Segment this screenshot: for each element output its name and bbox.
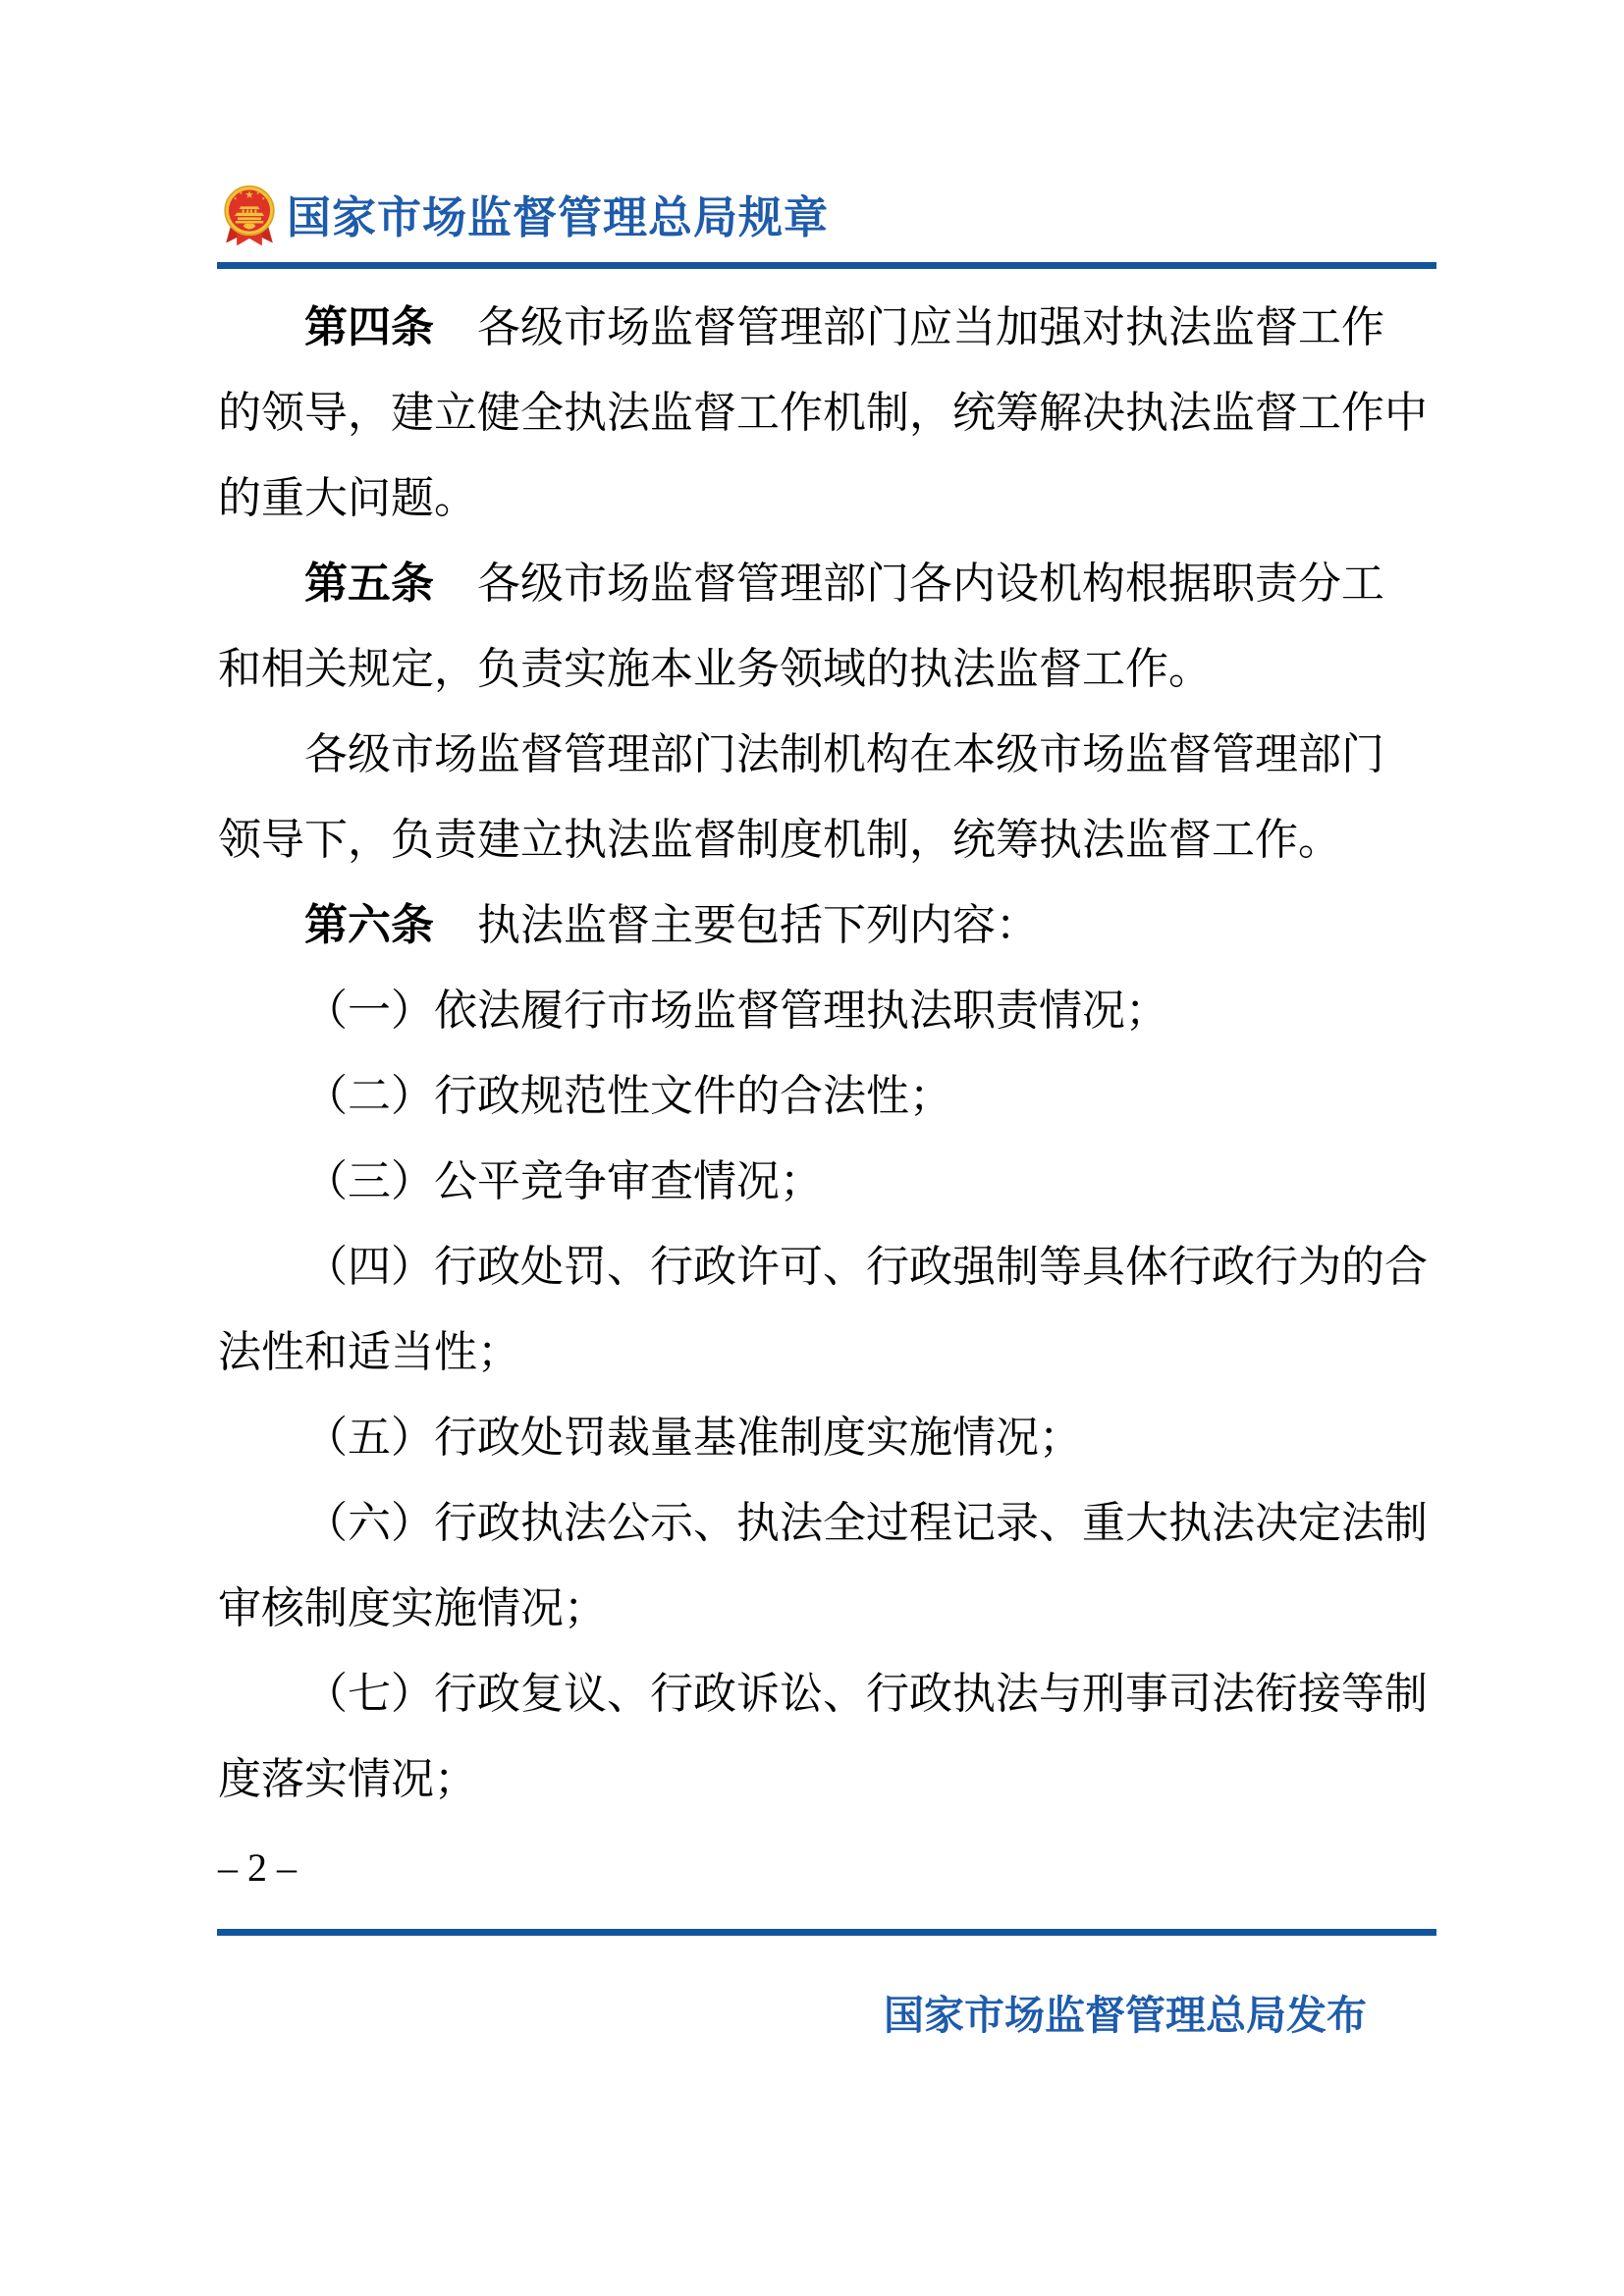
body-line-item-1 xyxy=(218,968,1432,1053)
article-number: 第四条 xyxy=(304,303,434,351)
document-header-title: 国家市场监督管理总局规章 xyxy=(287,192,830,242)
body-line-article-4 xyxy=(218,285,1432,370)
line-text: 执法监督主要包括下列内容： xyxy=(434,901,1039,949)
article-number: 第五条 xyxy=(304,560,434,608)
body-line xyxy=(218,1309,1432,1395)
header-rule xyxy=(217,262,1436,269)
body-line xyxy=(218,626,1432,712)
national-emblem-icon xyxy=(222,184,277,248)
body-line-article-6 xyxy=(218,882,1432,968)
body-line xyxy=(218,712,1432,797)
line-text: （四）行政处罚、行政许可、行政强制等具体行政行为的合 xyxy=(304,1243,1428,1291)
body-line xyxy=(218,797,1432,882)
line-text: （二）行政规范性文件的合法性； xyxy=(304,1072,952,1120)
body-line-item-6 xyxy=(218,1480,1432,1566)
line-text: （七）行政复议、行政诉讼、行政执法与刑事司法衔接等制 xyxy=(304,1670,1428,1718)
line-text: 法性和适当性； xyxy=(218,1328,520,1376)
body-line-item-4 xyxy=(218,1224,1432,1309)
line-text: 审核制度实施情况； xyxy=(218,1584,607,1632)
line-text: 度落实情况； xyxy=(218,1755,477,1803)
footer-rule xyxy=(217,1929,1436,1936)
body-line-item-7 xyxy=(218,1651,1432,1736)
body-line xyxy=(218,1566,1432,1651)
body-line-item-2 xyxy=(218,1053,1432,1139)
line-text: 各级市场监督管理部门各内设机构根据职责分工 xyxy=(434,560,1384,608)
article-number: 第六条 xyxy=(304,901,434,949)
line-text: （三）公平竞争审查情况； xyxy=(304,1157,823,1205)
line-text: 的重大问题。 xyxy=(218,474,477,522)
line-text: 的领导，建立健全执法监督工作机制，统筹解决执法监督工作中 xyxy=(218,389,1428,437)
body-line xyxy=(218,455,1432,541)
line-text: 各级市场监督管理部门法制机构在本级市场监督管理部门 xyxy=(304,730,1384,778)
body-line-item-3 xyxy=(218,1139,1432,1224)
body-line-item-5 xyxy=(218,1395,1432,1480)
line-text: 和相关规定，负责实施本业务领域的执法监督工作。 xyxy=(218,645,1212,693)
line-text: 各级市场监督管理部门应当加强对执法监督工作 xyxy=(434,303,1384,351)
page-number: – 2 – xyxy=(218,1845,297,1890)
line-text: 领导下，负责建立执法监督制度机制，统筹执法监督工作。 xyxy=(218,816,1341,864)
body-line xyxy=(218,370,1432,455)
line-text: （六）行政执法公示、执法全过程记录、重大执法决定法制 xyxy=(304,1499,1428,1547)
line-text: （五）行政处罚裁量基准制度实施情况； xyxy=(304,1414,1082,1462)
line-text: （一）依法履行市场监督管理执法职责情况； xyxy=(304,987,1168,1035)
footer-publisher: 国家市场监督管理总局发布 xyxy=(884,1993,1367,2038)
body-line-article-5 xyxy=(218,541,1432,626)
document-body xyxy=(218,285,1432,1822)
body-line xyxy=(218,1736,1432,1822)
